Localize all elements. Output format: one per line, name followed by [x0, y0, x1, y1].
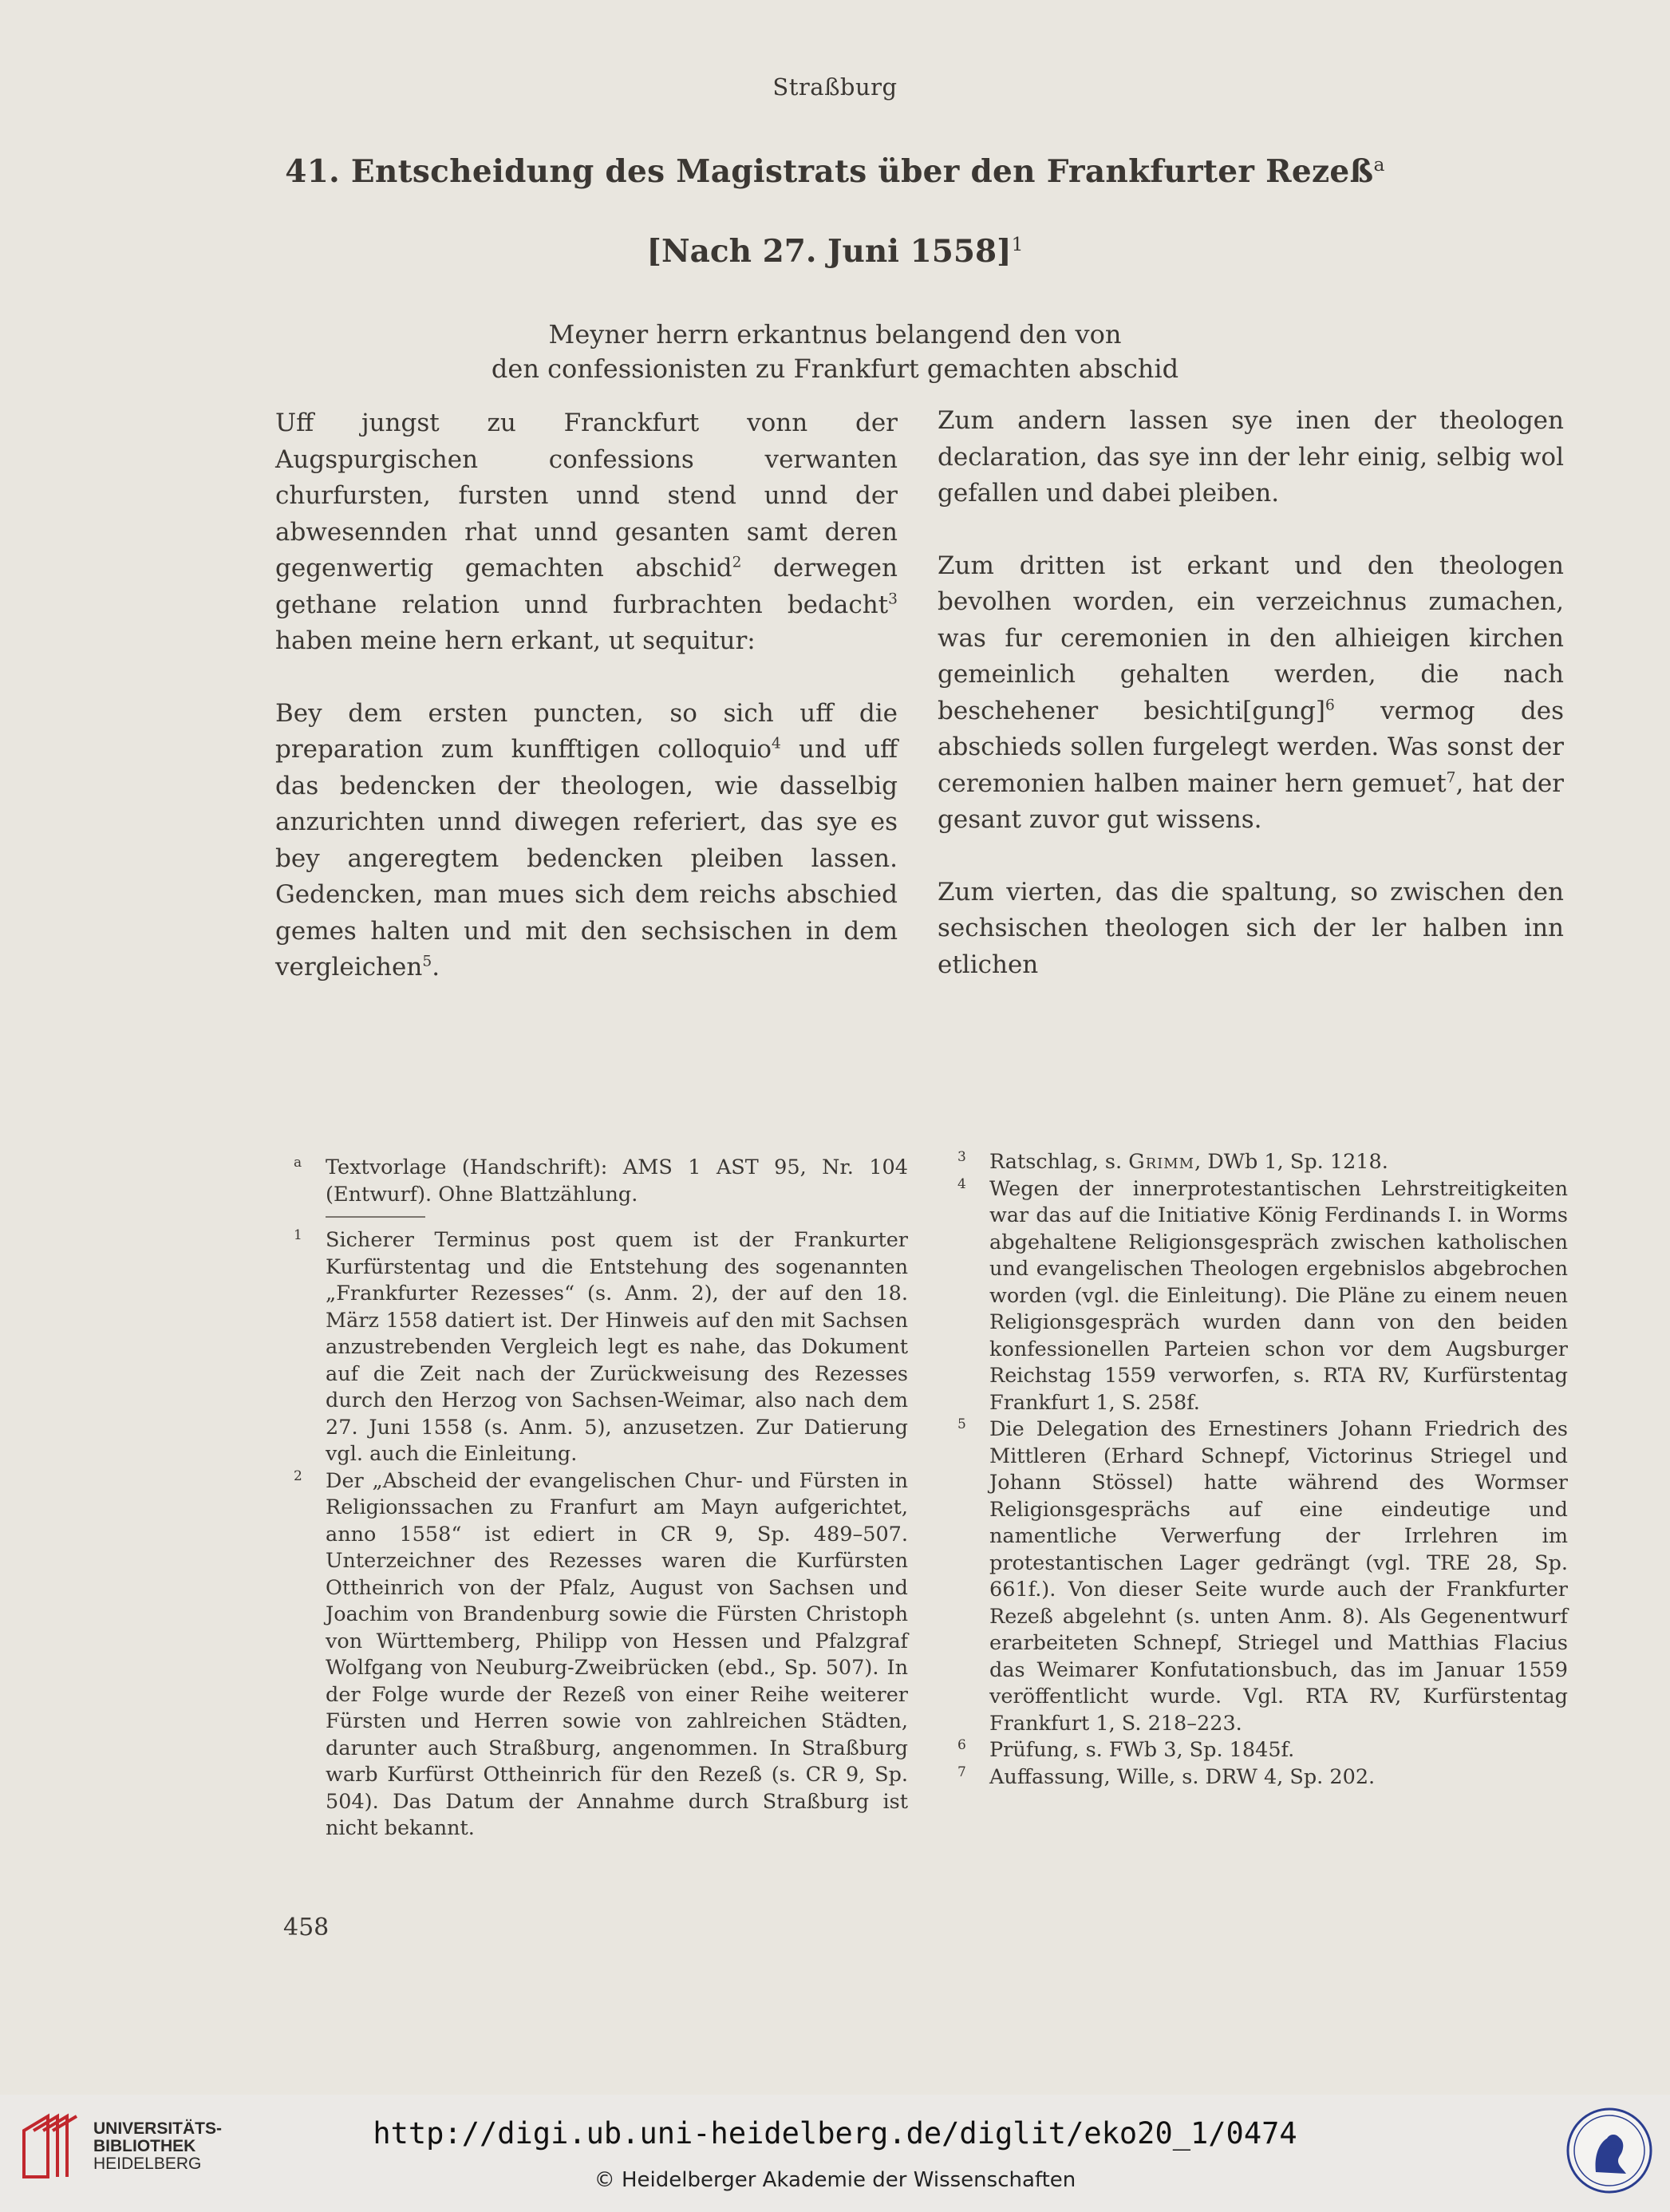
footnote-mark: 4: [957, 1175, 966, 1192]
footnote-mark: 3: [957, 1149, 966, 1165]
date-note-mark: 1: [1011, 233, 1024, 255]
footnote-mark: a: [294, 1155, 302, 1171]
left-paragraph-1: Uff jungst zu Franckfurt vonn der Augspurgischen confessions verwanten churfursten, fursten unnd stend unnd der abwesennden rhat unnd gesanten samt deren gegenwertig gemachten abschid$^2$ derwegen gethane relation unnd furbrachten bedacht$^3$ haben meine hern erkant, ut sequitur:: [275, 409, 898, 655]
footnote: [957, 1416, 1568, 1737]
left-text-column: [275, 405, 898, 1022]
footnote-text: Die Delegation des Ernestiners Johann Friedrich des Mittleren (Erhard Schnepf, Victorinus Striegel und Johann Stössel) hatte während des Wormser Religionsgesprächs auf eine eindeutige und namentliche Verwerfung der Irrlehren im protestantischen Lager gedrängt (vgl. TRE 28, Sp. 661f.). Von dieser Seite wurde auch der Frankfurter Rezeß abgelehnt (s. unten Anm. 8). Als Gegenentwurf erarbeiteten Schnepf, Striegel und Matthias Flacius das Weimarer Konfutationsbuch, das im Januar 1559 veröffentlicht wurde. Vgl. RTA RV, Kurfürstentag Frankfurt 1, S. 218–223.: [989, 1417, 1568, 1736]
footnote-text: Auffassung, Wille, s. DRW 4, Sp. 202.: [989, 1764, 1376, 1789]
footnote-text: Wegen der innerprotestantischen Lehrstreitigkeiten war das auf die Initiative König Ferdinands I. in Worms abgehaltene Religionsgespräch zwischen katholischen und evangelischen Theologen ergebnislos abgebrochen worden (vgl. die Einleitung). Die Pläne zu einem neuen Religionsgespräch wurden dann von den beiden konfessionellen Parteien schon vor dem Augsburger Reichstag 1559 verworfen, s. RTA RV, Kurfürstentag Frankfurt 1, S. 258f.: [989, 1176, 1568, 1415]
footnote-separator: [326, 1216, 425, 1218]
footnote-ref: 2: [732, 554, 742, 571]
footnote: [294, 1155, 908, 1208]
footnotes-right: [957, 1149, 1568, 1791]
left-paragraph-2: Bey dem ersten puncten, so sich uff die preparation zum kunfftigen colloquio$^4$ und uff das bedencken der theologen, wie dasselbig anzurichten unnd diwegen referiert, das sye es bey angeregtem bedencken pleiben lassen. Gedencken, man mues sich dem reichs abschied gemes halten und mit den sechsischen in dem vergleichen$^5$.: [275, 698, 898, 982]
footnote-text: Textvorlage (Handschrift): AMS 1 AST 95, Nr. 104 (Entwurf). Ohne Blattzählung.: [326, 1155, 908, 1207]
footnote-ref: 6: [1325, 697, 1335, 714]
footnote: [957, 1176, 1568, 1417]
academy-seal-icon: [1565, 2107, 1653, 2194]
footnote-text: Prüfung, s. FWb 3, Sp. 1845f.: [989, 1738, 1295, 1762]
date-text: [Nach 27. Juni 1558]: [646, 233, 1012, 270]
footnote-ref: 3: [888, 591, 898, 608]
right-paragraph-3: Zum vierten, das die spaltung, so zwischen den sechsischen theologen sich der ler halben inn etlichen: [938, 877, 1564, 979]
document-subtitle: [0, 318, 1670, 386]
footnote: [294, 1227, 908, 1468]
document-date: [0, 233, 1670, 270]
footnote-text: Sicherer Terminus post quem ist der Frankurter Kurfürstentag und die Entstehung des sogenannten „Frankfurter Rezesses“ (s. Anm. 2), der auf den 18. März 1558 datiert ist. Der Hinweis auf den mit Sachsen anzustrebenden Vergleich legt es nahe, das Dokument auf die Zeit nach der Zurückweisung des Rezesses durch den Herzog von Sachsen-Weimar, also nach dem 27. Juni 1558 (s. Anm. 5), anzusetzen. Zur Datierung vgl. auch die Einleitung.: [326, 1228, 908, 1466]
footnote-mark: 2: [294, 1467, 302, 1484]
author-smallcaps: Grimm: [1128, 1150, 1195, 1174]
footer-bar: [0, 2095, 1670, 2212]
right-paragraph-1: Zum andern lassen sye inen der theologen declaration, das sye inn der lehr einig, selbig wol gefallen und dabei pleiben.: [938, 406, 1564, 508]
subtitle-line-2: den confessionisten zu Frankfurt gemachten abschid: [491, 354, 1179, 384]
library-logo-text: UNIVERSITÄTS- BIBLIOTHEK HEIDELBERG: [93, 2119, 223, 2173]
footnote-ref: 4: [772, 735, 781, 752]
right-text-column: [938, 403, 1564, 1019]
footnote: 3 Ratschlag, s. Grimm, DWb 1, Sp. 1218.: [957, 1149, 1568, 1176]
footnote-ref: 5: [422, 953, 432, 970]
footnote: [294, 1468, 908, 1843]
footnote-mark: 7: [957, 1764, 966, 1780]
footnote: [957, 1737, 1568, 1764]
subtitle-line-1: Meyner herrn erkantnus belangend den von: [548, 319, 1122, 350]
footnote: [957, 1764, 1568, 1791]
footnotes-left: [294, 1155, 908, 1843]
running-head: Straßburg: [772, 73, 898, 101]
page-number: 458: [283, 1914, 330, 1941]
title-note-mark: a: [1373, 153, 1385, 176]
right-paragraph-2: Zum dritten ist erkant und den theologen bevolhen worden, ein verzeichnus zumachen, was fur ceremonien in den alhieigen kirchen gemeinlich gehalten werden, die nach beschehener besichti[gung]$^6$ vermog des abschieds sollen furgelegt werden. Was sonst der ceremonien halben mainer hern gemuet$^7$, hat der gesant zuvor gut wissens.: [938, 551, 1564, 834]
title-text: 41. Entscheidung des Magistrats über den Frankfurter Rezeß: [285, 153, 1374, 190]
document-title: [0, 153, 1670, 190]
footnote-text: Der „Abscheid der evangelischen Chur- und Fürsten in Religionssachen zu Franfurt am Mayn aufgerichtet, anno 1558“ ist ediert in CR 9, Sp. 489–507. Unterzeichner des Rezesses waren die Kurfürsten Ottheinrich von der Pfalz, August von Sachsen und Joachim von Brandenburg sowie die Fürsten Christoph von Württemberg, Philipp von Hessen und Pfalzgraf Wolfgang von Neuburg-Zweibrücken (ebd., Sp. 507). In der Folge wurde der Rezeß von einer Reihe weiterer Fürsten und Herren sowie von zahlreichen Städten, darunter auch Straßburg, angenommen. In Straßburg warb Kurfürst Ottheinrich für den Rezeß (s. CR 9, Sp. 504). Das Datum der Annahme durch Straßburg ist nicht bekannt.: [326, 1468, 908, 1840]
footnote-mark: 6: [957, 1737, 966, 1753]
footnote-mark: 1: [294, 1227, 302, 1243]
permalink-url[interactable]: http://digi.ub.uni-heidelberg.de/diglit/eko20_1/0474: [373, 2116, 1297, 2151]
footnote-mark: 5: [957, 1416, 966, 1432]
copyright-notice: © Heidelberger Akademie der Wissenschaften: [594, 2168, 1076, 2192]
footnote-ref: 7: [1446, 769, 1456, 787]
